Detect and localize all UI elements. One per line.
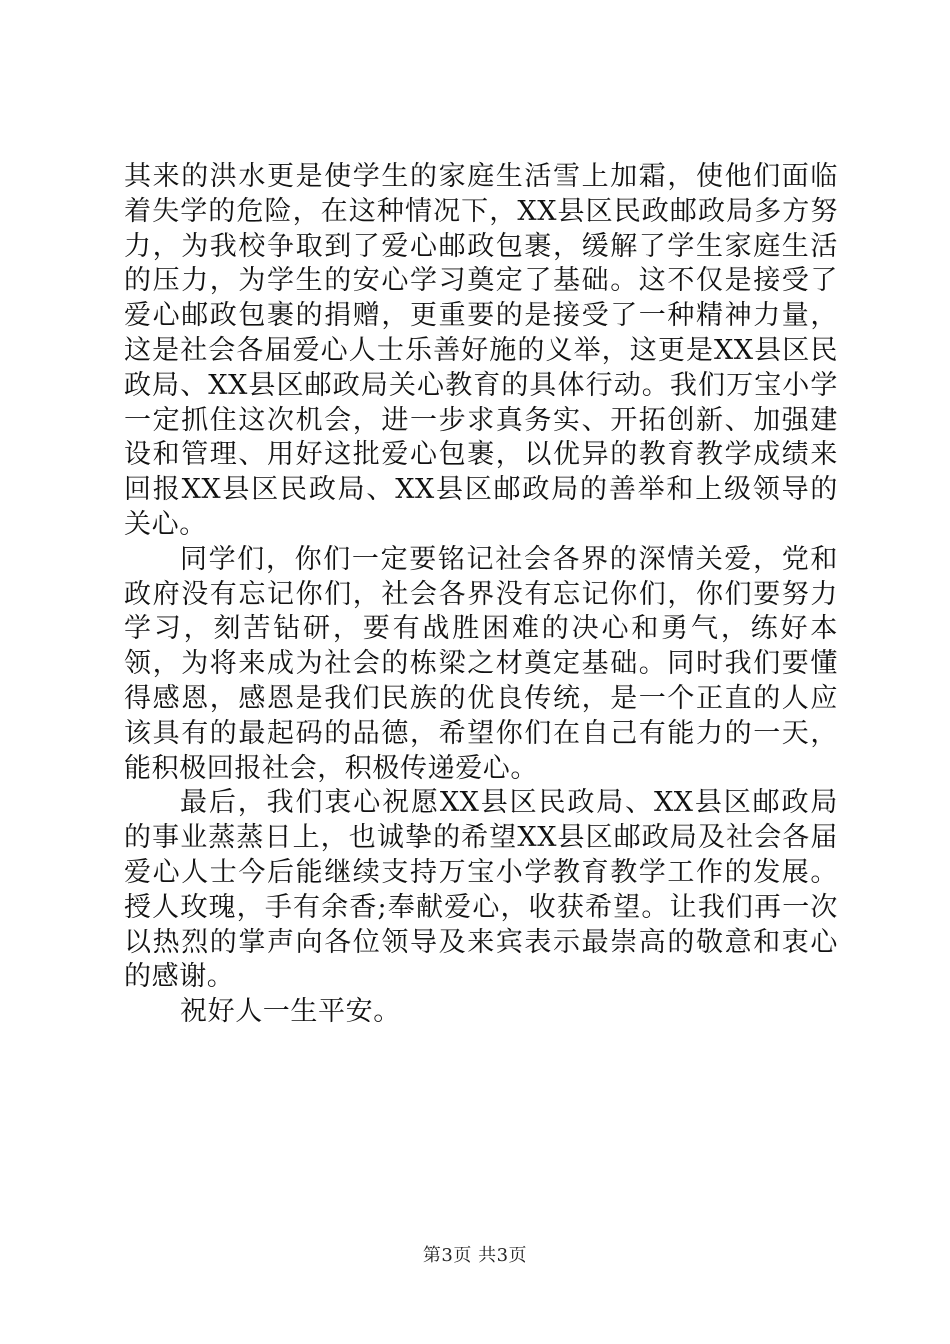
paragraph-students: 同学们，你们一定要铭记社会各界的深情关爱，党和政府没有忘记你们，社会各界没有忘记你们，你们要努力学习，刻苦钻研，要有战胜困难的决心和勇气，练好本领，为将来成为社会的栋梁之材奠定基础。同时我们要懂得感恩，感恩是我们民族的优良传统，是一个正直的人应该具有的最起码的品德，希望你们在自己有能力的一天，能积极回报社会，积极传递爱心。 (124, 543, 838, 784)
paragraph-blessing: 祝好人一生平安。 (180, 996, 401, 1028)
page-footer: 第3页 共3页 (422, 1245, 528, 1266)
paragraph-closing: 最后，我们衷心祝愿XX县区民政局、XX县区邮政局的事业蒸蒸日上，也诚挚的希望XX县区邮政局及社会各届爱心人士今后能继续支持万宝小学教育教学工作的发展。授人玫瑰，手有余香;奉献爱心，收获希望。让我们再一次以热烈的掌声向各位领导及来宾表示最崇高的敬意和衷心的感谢。 (124, 787, 838, 993)
paragraph-continuation: 其来的洪水更是使学生的家庭生活雪上加霜，使他们面临着失学的危险，在这种情况下，XX县区民政邮政局多方努力，为我校争取到了爱心邮政包裹，缓解了学生家庭生活的压力，为学生的安心学习奠定了基础。这不仅是接受了爱心邮政包裹的捐赠，更重要的是接受了一种精神力量，这是社会各届爱心人士乐善好施的义举，这更是XX县区民政局、XX县区邮政局关心教育的具体行动。我们万宝小学一定抓住这次机会，进一步求真务实、开拓创新、加强建设和管理、用好这批爱心包裹，以优异的教育教学成绩来回报XX县区民政局、XX县区邮政局的善举和上级领导的关心。 (124, 161, 838, 540)
document-body (124, 160, 838, 1030)
